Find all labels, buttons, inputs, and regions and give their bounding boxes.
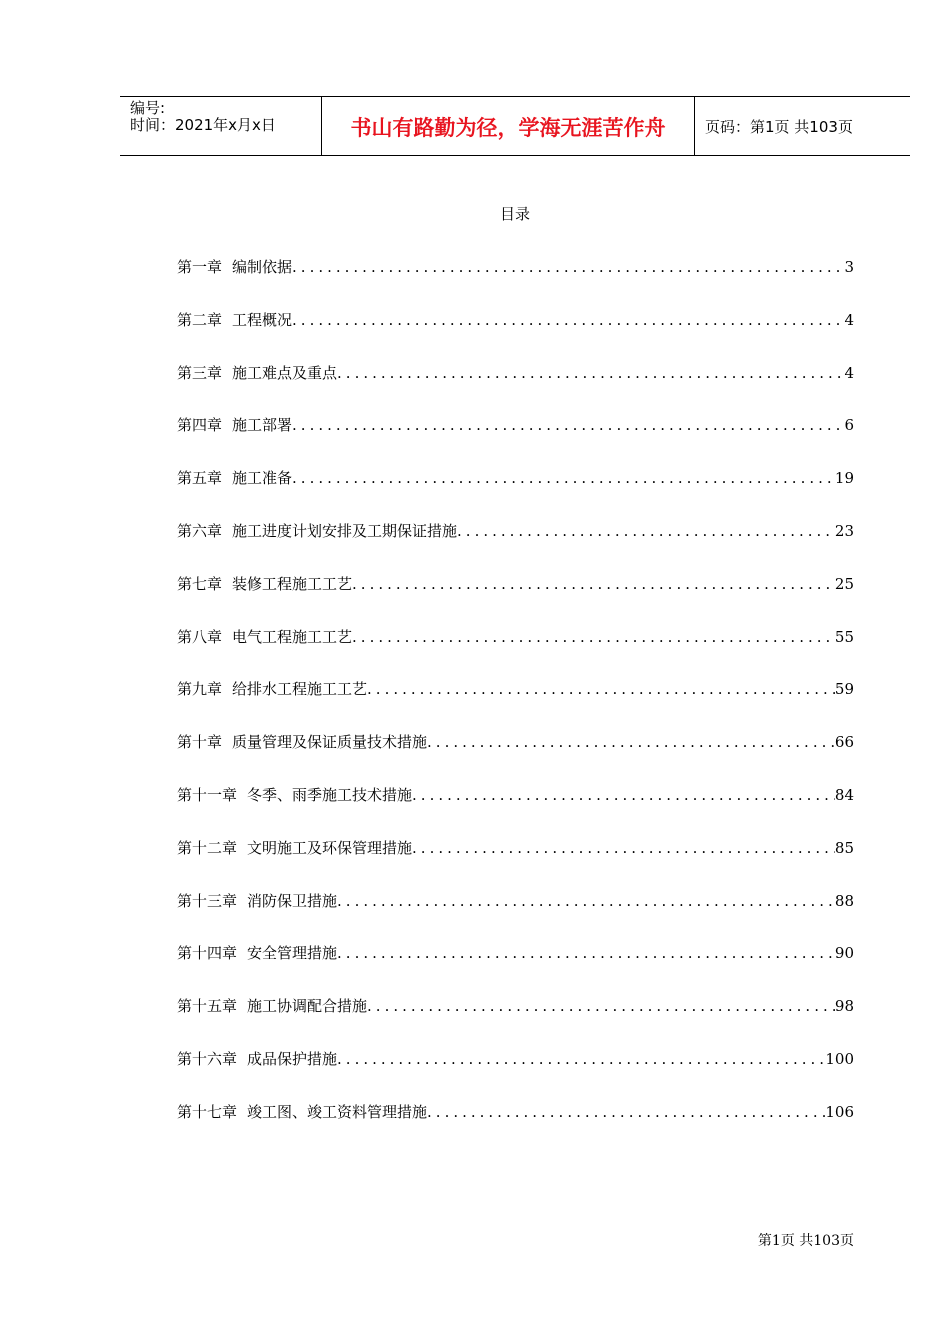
toc-page-number: 85 — [834, 838, 854, 857]
toc-entry[interactable] — [177, 257, 854, 310]
toc-page-number: 88 — [834, 891, 854, 910]
toc-entry[interactable] — [177, 1049, 854, 1102]
toc-chapter-title: 给排水工程施工工艺 — [232, 680, 368, 699]
toc-chapter-title: 施工部署 — [232, 416, 293, 435]
toc-entry[interactable] — [177, 679, 854, 732]
toc-page-number: 90 — [834, 944, 854, 963]
toc-entry[interactable] — [177, 996, 854, 1049]
toc-entry[interactable] — [177, 415, 854, 468]
table-of-contents — [177, 257, 854, 1155]
toc-dot-leader — [292, 415, 844, 435]
toc-page-number: 66 — [834, 733, 854, 752]
toc-entry[interactable] — [177, 838, 854, 891]
toc-chapter-title: 消防保卫措施 — [247, 891, 338, 910]
toc-entry[interactable] — [177, 943, 854, 996]
toc-chapter-number: 第十六章 — [177, 1049, 238, 1068]
toc-entry[interactable] — [177, 627, 854, 680]
header-page-cell — [695, 97, 910, 155]
toc-chapter-title: 电气工程施工工艺 — [232, 627, 353, 646]
toc-page-number: 4 — [844, 310, 854, 329]
toc-chapter-number: 第八章 — [177, 627, 223, 646]
toc-entry[interactable] — [177, 363, 854, 416]
toc-dot-leader — [352, 574, 835, 594]
toc-chapter-number: 第十章 — [177, 733, 223, 752]
toc-dot-leader — [457, 521, 835, 541]
toc-chapter-title: 装修工程施工工艺 — [232, 574, 353, 593]
toc-page-number: 55 — [834, 627, 854, 646]
document-header — [120, 96, 910, 156]
toc-dot-leader — [412, 785, 835, 805]
toc-chapter-number: 第一章 — [177, 258, 223, 276]
toc-page-number: 19 — [834, 469, 854, 488]
toc-chapter-title: 施工准备 — [232, 469, 293, 488]
toc-dot-leader — [337, 1049, 825, 1069]
toc-page-number: 59 — [834, 680, 854, 699]
toc-chapter-title: 竣工图、竣工资料管理措施 — [247, 1102, 428, 1121]
toc-dot-leader — [427, 732, 835, 752]
toc-chapter-number: 第十三章 — [177, 891, 238, 910]
toc-chapter-number: 第十五章 — [177, 997, 238, 1016]
toc-dot-leader — [367, 679, 835, 699]
toc-dot-leader — [292, 468, 835, 488]
toc-chapter-title: 质量管理及保证质量技术措施 — [232, 733, 428, 752]
toc-dot-leader — [352, 627, 835, 647]
toc-chapter-title: 编制依据 — [232, 258, 293, 276]
toc-entry[interactable] — [177, 310, 854, 363]
toc-page-number: 4 — [844, 363, 854, 382]
toc-chapter-title: 成品保护措施 — [247, 1049, 338, 1068]
toc-chapter-number: 第九章 — [177, 680, 223, 699]
toc-chapter-title: 施工进度计划安排及工期保证措施 — [232, 521, 458, 540]
toc-entry[interactable] — [177, 574, 854, 627]
toc-chapter-number: 第二章 — [177, 310, 223, 329]
toc-chapter-title: 冬季、雨季施工技术措施 — [247, 785, 413, 804]
toc-entry[interactable] — [177, 785, 854, 838]
toc-dot-leader — [337, 891, 835, 911]
toc-entry[interactable] — [177, 732, 854, 785]
header-motto-cell — [322, 97, 695, 155]
toc-dot-leader — [292, 257, 844, 277]
page-code: 页码：第1页 共103页 — [705, 118, 853, 136]
toc-chapter-number: 第十七章 — [177, 1102, 238, 1121]
toc-entry[interactable] — [177, 468, 854, 521]
toc-chapter-number: 第四章 — [177, 416, 223, 435]
toc-page-number: 25 — [834, 574, 854, 593]
toc-page-number: 98 — [834, 997, 854, 1016]
toc-dot-leader — [367, 996, 835, 1016]
toc-chapter-number: 第七章 — [177, 574, 223, 593]
toc-dot-leader — [427, 1102, 825, 1122]
toc-dot-leader — [337, 363, 844, 383]
toc-dot-leader — [337, 943, 835, 963]
toc-chapter-number: 第五章 — [177, 469, 223, 488]
toc-chapter-title: 文明施工及环保管理措施 — [247, 838, 413, 857]
toc-chapter-number: 第十四章 — [177, 944, 238, 963]
toc-title: 目录 — [499, 205, 530, 223]
footer-page-info: 第1页 共103页 — [757, 1233, 854, 1249]
toc-chapter-title: 安全管理措施 — [247, 944, 338, 963]
toc-chapter-title: 施工难点及重点 — [232, 363, 338, 382]
toc-entry[interactable] — [177, 891, 854, 944]
toc-chapter-number: 第三章 — [177, 363, 223, 382]
toc-page-number: 100 — [825, 1049, 854, 1068]
toc-chapter-title: 施工协调配合措施 — [247, 997, 368, 1016]
doc-time: 时间：2021年x月x日 — [130, 116, 276, 134]
toc-entry[interactable] — [177, 1102, 854, 1155]
toc-page-number: 3 — [844, 258, 854, 276]
toc-dot-leader — [292, 310, 844, 330]
toc-entry[interactable] — [177, 521, 854, 574]
doc-number-label: 编号: — [130, 99, 166, 117]
header-info-cell — [120, 97, 322, 155]
motto-text: 书山有路勤为径，学海无涯苦作舟 — [350, 116, 666, 140]
toc-dot-leader — [412, 838, 835, 858]
toc-page-number: 84 — [834, 785, 854, 804]
toc-page-number: 23 — [834, 521, 854, 540]
toc-chapter-title: 工程概况 — [232, 310, 293, 329]
toc-chapter-number: 第六章 — [177, 521, 223, 540]
toc-chapter-number: 第十二章 — [177, 838, 238, 857]
toc-chapter-number: 第十一章 — [177, 785, 238, 804]
toc-page-number: 106 — [825, 1102, 854, 1121]
toc-page-number: 6 — [844, 416, 854, 435]
